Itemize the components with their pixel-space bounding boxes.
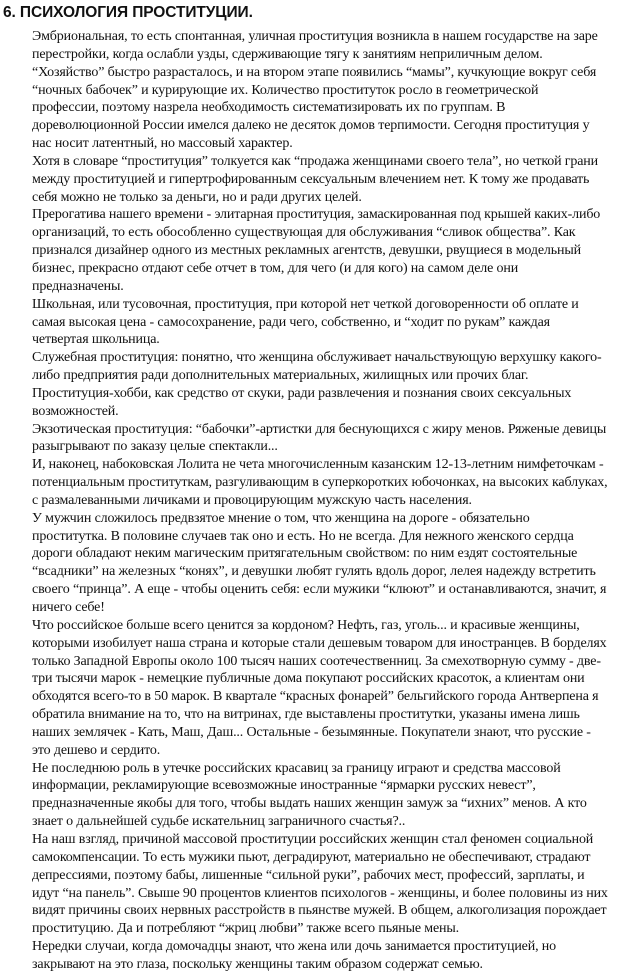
paragraph: Эмбриональная, то есть спонтанная, уличная проституция возникла в нашем государстве на заре перестройки, когда ослабли узды, сдерживающие тягу к занятиям неприличным делом. “Хозяйство” быстро разрасталось, и на втором этапе появились “мамы”, кучкующие вокруг себя “ночных бабочек” и курирующие их. Количество проституток росло в геометрической профессии, поэтому назрела необходимость систематизировать их по группам. В дореволюционной России имелся далеко не десяток домов терпимости. Сегодня проституция у нас носит латентный, но массовый характер. [32, 29, 598, 152]
paragraph: На наш взгляд, причиной массовой проституции российских женщин стал феномен социальной самокомпенсации. То есть мужики пьют, деградируют, материально не обеспечивают, страдают депрессиями, поэтому бабы, лишенные “сильной руки”, рабочих мест, профессий, зарплаты, и идут “на панель”. Свыше 90 процентов клиентов психологов - женщины, и более половины из них видят причины своих нервных расстройств в пьянстве мужей. В общем, алкоголизация порождает проституцию. Да и потребляют “жриц любви” также всего пьяные мены. [32, 831, 608, 937]
article-body [32, 28, 608, 974]
paragraph: Нередки случаи, когда домочадцы знают, что жена или дочь занимается проституцией, но закрывают на это глаза, поскольку женщины таким образом содержат семью. [32, 939, 556, 972]
paragraph: У мужчин сложилось предвзятое мнение о том, что женщина на дороге - обязательно проститутка. В половине случаев так оно и есть. Но не всегда. Для нежного женского сердца дороги обладают неким магическим притягательным свойством: по ним ездят состоятельные “всадники” на железных “конях”, и девушки любят гулять вдоль дорог, лелея надежду встретить своего “принца”. А еще - чтобы оценить себя: если мужики “клюют” и останавливаются, значит, я ничего себе! [32, 510, 607, 615]
paragraph: Служебная проституция: понятно, что женщина обслуживает начальствующую верхушку какого-либо предприятия ради дополнительных материальных, жилищных или прочих благ. [32, 350, 602, 384]
paragraph: Что российское больше всего ценится за кордоном? Нефть, газ, уголь... и красивые женщины, которыми изобилует наша страна и которые стали дешевым товаром для иностранцев. В борделях только Западной Европы около 100 тысяч наших соотечественниц. За смехотворную сумму - две-три тысячи марок - немецкие публичные дома покупают российских красоток, а клиентам они обходятся всего-то в 50 марок. В квартале “красных фонарей” бельгийского города Антверпена я обратила внимание на то, что на витринах, где выставлены проститутки, указаны имена лишь наших землячек - Кать, Маш, Даш... Остальные - безымянные. Покупатели знают, что русские - это дешево и сердито. [32, 617, 607, 758]
section-heading: 6. ПСИХОЛОГИЯ ПРОСТИТУЦИИ. [3, 4, 253, 21]
paragraph: Прерогатива нашего времени - элитарная проституция, замаскированная под крышей каких-либо организаций, то есть обособленно существующая для обслуживания “сливок общества”. Как признался дизайнер одного из местных рекламных агентств, девушки, рвущиеся в модельный бизнес, прекрасно отдают себе отчет в том, для чего (и для кого) на самом деле они предназначены. [32, 207, 601, 294]
paragraph: И, наконец, набоковская Лолита не чета многочисленным казанским 12-13-летним нимфеточкам - потенциальным проституткам, разгуливающим в суперкоротких юбочонках, на высоких каблуках, с размалеванными личиками и провоцирующим мужскую часть населения. [32, 457, 608, 508]
paragraph: Хотя в словаре “проституция” толкуется как “продажа женщинами своего тела”, но четкой грани между проституцией и гипертрофированным сексуальным влечением нет. К тому же продавать себя можно не только за деньги, но и ради других целей. [32, 153, 598, 205]
paragraph: Школьная, или тусовочная, проституция, при которой нет четкой договоренности об оплате и самая высокая цена - самосохранение, ради чего, собственно, и “ходит по рукам” каждая четвертая школьница. [32, 296, 579, 348]
paragraph: Экзотическая проституция: “бабочки”-артистки для беснующихся с жиру менов. Ряженые девицы разыгрывают по заказу целые спектакли... [32, 421, 607, 455]
paragraph: Не последнюю роль в утечке российских красавиц за границу играют и средства массовой информации, рекламирующие всевозможные иностранные “ярмарки русских невест”, предназначенные якобы для того, чтобы выдать наших женщин замуж за “ихних” менов. А кто знает о дальнейшей судьбе искательниц заграничного счастья?.. [32, 760, 587, 830]
paragraph: Проституция-хобби, как средство от скуки, ради развлечения и познания своих сексуальных возможностей. [32, 385, 572, 419]
